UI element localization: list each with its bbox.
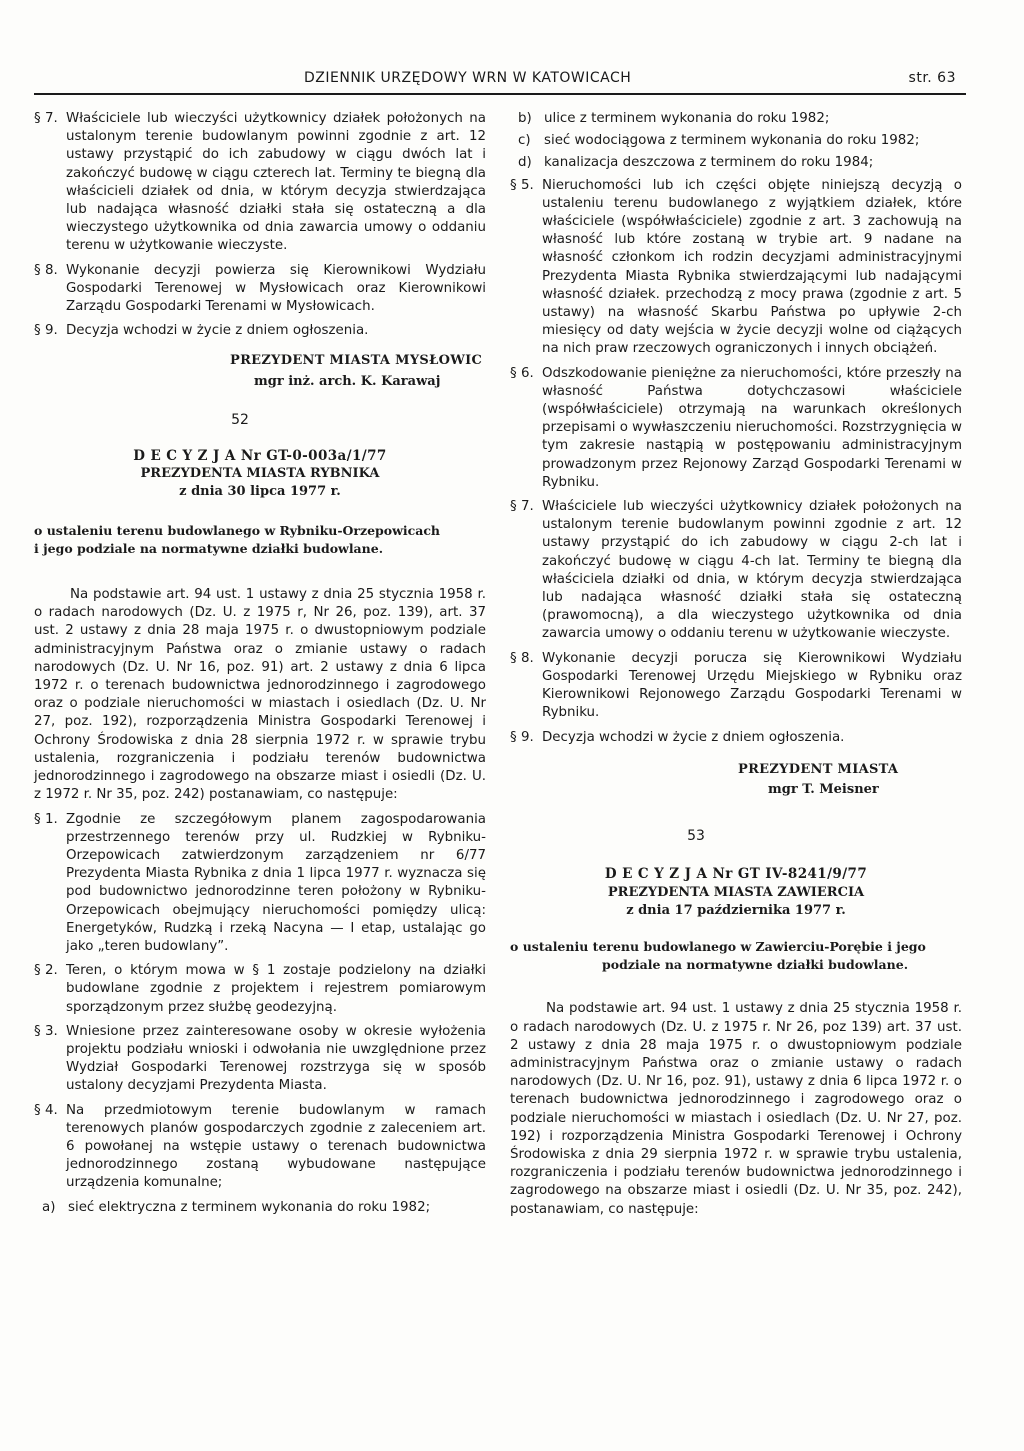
section-text: Na przedmiotowym terenie budowlanym w ramach terenowych planów gospodarczych zgodnie z zaleceniem art. 6 powołanej na wstępie ustawy o terenach budownictwa jednorodzinnego zostaną wybudowane następujące urządzenia komunalne; (66, 1102, 486, 1191)
section-number: § 4. (34, 1102, 58, 1118)
section-number: § 8. (510, 650, 534, 666)
signature-title: PREZYDENT MIASTA (738, 761, 899, 777)
decision-subject-line-1: o ustaleniu terenu budowlanego w Zawierciu-Porębie i jego (510, 938, 926, 954)
signature-block (738, 761, 962, 799)
signature-name: mgr inż. arch. K. Karawaj (254, 373, 441, 389)
list-item-c (518, 132, 962, 150)
decision-subject-line-2: i jego podziale na normatywne działki budowlane. (34, 540, 384, 556)
section-number: § 7. (510, 499, 534, 515)
section-number: § 6. (510, 365, 534, 381)
list-marker: b) (518, 111, 532, 126)
decision-preamble: Na podstawie art. 94 ust. 1 ustawy z dnia 25 stycznia 1958 r. o radach narodowych (Dz. U. z 1975 r. Nr 26, poz 139) art. 37 ust. 2 ustawy z dnia 28 maja 1975 r. o dwustopniowym podziale administracyjnym Państwa oraz o zmianie ustawy o radach narodowych (Dz. U. Nr 16, poz. 91), ustawy z dnia 6 lipca 1972 r. o terenach budownictwa jednorodzinnego i zagrodowego oraz o podziale nieruchomości w miastach i osiedlach (Dz. U. Nr 27, poz. 192) i rozporządzenia Ministra Gospodarki Terenowej i Ochrony Środowiska z dnia 29 sierpnia 1972 r. w sprawie trybu ustalenia, rozgraniczenia i podziału terenów budownictwa jednorodzinnego i zagrodowego na obszarze miast i osiedli (Dz. U. Nr 35, poz. 242), postanawiam, co następuje: (510, 1001, 962, 1217)
decision-subject-line-1: o ustaleniu terenu budowlanego w Rybniku-Orzepowicach (34, 522, 441, 538)
section-number: § 3. (34, 1023, 58, 1039)
list-marker: c) (518, 133, 531, 149)
right-column (510, 110, 962, 1225)
section-number: § 9. (510, 729, 534, 745)
decision-title: D E C Y Z J A Nr GT-0-003a/1/77 (133, 448, 387, 465)
section-text: Właściciele lub wieczyści użytkownicy działek położonych na ustalonym terenie budowlanym powinni zgodnie z art. 12 ustawy przystąpić do ich zabudowy w ciągu 2-ch lat i zakończyć budowę w ciągu 4-ch lat. Terminy te biegną dla właściciela działki od dnia, w którym decyzja stwierdzająca lub nadająca własność działki stała się ostateczną (prawomocną), a dla wieczystego użytkownika od dnia zawarcia umowy o oddaniu terenu w użytkowanie wieczyste. (542, 499, 962, 642)
section-1 (34, 811, 486, 957)
section-4 (34, 1102, 486, 1193)
section-9 (34, 322, 486, 340)
section-7 (510, 498, 962, 644)
section-text: Wniesione przez zainteresowane osoby w okresie wyłożenia projektu podziału wnioski i odwołania nie uwzględnione przez Wydział Gospodarki Terenowej rozstrzyga się w sposób ustalony decyzjami Prezydenta Miasta. (66, 1023, 486, 1094)
page-number: str. 63 (908, 70, 956, 86)
document-number: 53 (687, 828, 705, 845)
list-marker: a) (42, 1199, 56, 1215)
decision-issuer: PREZYDENTA MIASTA ZAWIERCIA (607, 884, 865, 900)
decision-preamble: Na podstawie art. 94 ust. 1 ustawy z dnia 25 stycznia 1958 r. o radach narodowych (Dz. U. z 1975 r, Nr 26, poz. 139), art. 37 ust. 2 ustawy z dnia 28 maja 1975 r. o dwustopniowym podziale administracyjnym Państwa oraz o zmianie ustawy o radach narodowych (Dz. U. Nr 16, poz. 91) art. 2 ustawy z dnia 6 lipca 1972 r. o terenach budownictwa jednorodzinnego i zagrodowego oraz o podziale nieruchomości w miastach i osiedlach (Dz. U. Nr 27, poz. 192), rozporządzenia Ministra Gospodarki Terenowej i Ochrony Środowiska z dnia 28 sierpnia 1972 r. w sprawie trybu ustalenia, rozgraniczenia i podziału terenów budownictwa jednorodzinnego i zagrodowego na obszarze miast i osiedli (Dz. U. z 1972 r. Nr 35, poz. 242) postanawiam, co następuje: (34, 587, 486, 803)
list-item-b (518, 110, 962, 128)
section-text: Decyzja wchodzi w życie z dniem ogłoszenia. (542, 729, 845, 745)
section-number: § 8. (34, 262, 58, 278)
section-number: § 2. (34, 963, 58, 979)
section-text: Wykonanie decyzji powierza się Kierownikowi Wydziału Gospodarki Terenowej w Mysłowicach oraz Kierownikowi Zarządu Gospodarki Terenami w Mysłowicach. (66, 262, 486, 315)
list-text: kanalizacja deszczowa z terminem do roku 1984; (544, 155, 874, 171)
section-number: § 5. (510, 177, 534, 193)
signature-title: PREZYDENT MIASTA MYSŁOWIC (230, 353, 483, 369)
list-text: ulice z terminem wykonania do roku 1982; (544, 111, 830, 126)
header-rule (34, 93, 966, 95)
section-number: § 1. (34, 811, 58, 827)
list-item-d (518, 154, 962, 172)
list-text: sieć wodociągowa z terminem wykonania do roku 1982; (544, 133, 920, 149)
section-2 (34, 962, 486, 1017)
section-9 (510, 729, 962, 747)
section-6 (510, 365, 962, 492)
list-text: sieć elektryczna z terminem wykonania do roku 1982; (68, 1199, 431, 1215)
decision-issuer: PREZYDENTA MIASTA RYBNIKA (140, 466, 380, 482)
section-text: Właściciele lub wieczyści użytkownicy działek położonych na ustalonym terenie budowlanym powinni zgodnie z art. 12 ustawy przystąpić do ich zabudowy w ciągu dwóch lat i zakończyć budowę w ciągu czterech lat. Terminy te biegną dla właścicieli działek od dnia, w którym decyzja stwierdzająca lub nadająca własność działki stała się ostateczną a dla wieczystego użytkownika od dnia zawarcia umowy o oddaniu terenu w użytkowanie wieczyste. (66, 111, 486, 254)
section-7 (34, 110, 486, 256)
signature-block (230, 352, 486, 390)
section-text: Odszkodowanie pieniężne za nieruchomości, które przeszły na własność Państwa dotychczasowi właściciele (współwłaściciele) otrzymają na warunkach określonych przepisami o wywłaszczeniu nieruchomości. Rozstrzygnięcia w tym zakresie nastąpią w postępowaniu administracyjnym prowadzonym przez Rejonowy Zarząd Gospodarki Terenami w Rybniku. (542, 365, 962, 490)
section-text: Wykonanie decyzji porucza się Kierownikowi Wydziału Gospodarki Terenowej Urzędu Miejskiego w Rybniku oraz Kierownikowi Rejonowego Zarządu Gospodarki Terenami w Rybniku. (542, 650, 962, 721)
section-text: Teren, o którym mowa w § 1 zostaje podzielony na działki budowlane zgodnie z projektem i rejestrem pomiarowym sporządzonym przez służbę geodezyjną. (66, 963, 486, 1015)
left-column (34, 110, 486, 1221)
list-item-a (42, 1199, 486, 1217)
document-number: 52 (231, 411, 249, 428)
section-number: § 7. (34, 111, 58, 126)
section-number: § 9. (34, 323, 58, 339)
section-8 (510, 650, 962, 723)
section-8 (34, 262, 486, 317)
section-text: Nieruchomości lub ich części objęte niniejszą decyzją o ustaleniu terenu budowlanego z wyjątkiem działek, które właściciele (współwłaściciele) zgodnie z art. 3 zachowują na własność lub które zostaną w trybie art. 9 nadane na własność członkom ich rodzin decyzjami administracyjnymi Prezydenta Miasta Rybnika stwierdzającymi lub nadającymi własność działek. przechodzą z mocy prawa (zgodnie z art. 5 ustawy) na własność Skarbu Państwa po upływie 2-ch miesięcy od daty wejścia w życie decyzji wolne od ciążących na nich praw rzeczowych ograniczonych i innych obciążeń. (542, 177, 962, 357)
section-text: Zgodnie ze szczegółowym planem zagospodarowania przestrzennego terenów przy ul. Rudzkiej w Rybniku-Orzepowicach zatwierdzonym zarządzeniem nr 6/77 Prezydenta Miasta Rybnika z dnia 1 lipca 1977 r. wyznacza się pod budownictwo jednorodzinne teren położony w Rybniku-Orzepowicach obejmujący nieruchomości pomiędzy ulicą: Energetyków, Rudzką i rzeką Nacyna — I etap, ustalając go jako „teren budowlany”. (66, 811, 486, 954)
journal-title: DZIENNIK URZĘDOWY WRN W KATOWICACH (304, 70, 632, 86)
section-5 (510, 177, 962, 359)
decision-title: D E C Y Z J A Nr GT IV-8241/9/77 (604, 866, 868, 883)
section-3 (34, 1023, 486, 1096)
signature-name: mgr T. Meisner (768, 781, 879, 797)
section-text: Decyzja wchodzi w życie z dniem ogłoszenia. (66, 323, 369, 339)
decision-date: z dnia 17 października 1977 r. (626, 902, 846, 918)
decision-subject-line-2: podziale na normatywne działki budowlane. (602, 957, 909, 973)
decision-date: z dnia 30 lipca 1977 r. (179, 484, 341, 500)
list-marker: d) (518, 155, 532, 171)
